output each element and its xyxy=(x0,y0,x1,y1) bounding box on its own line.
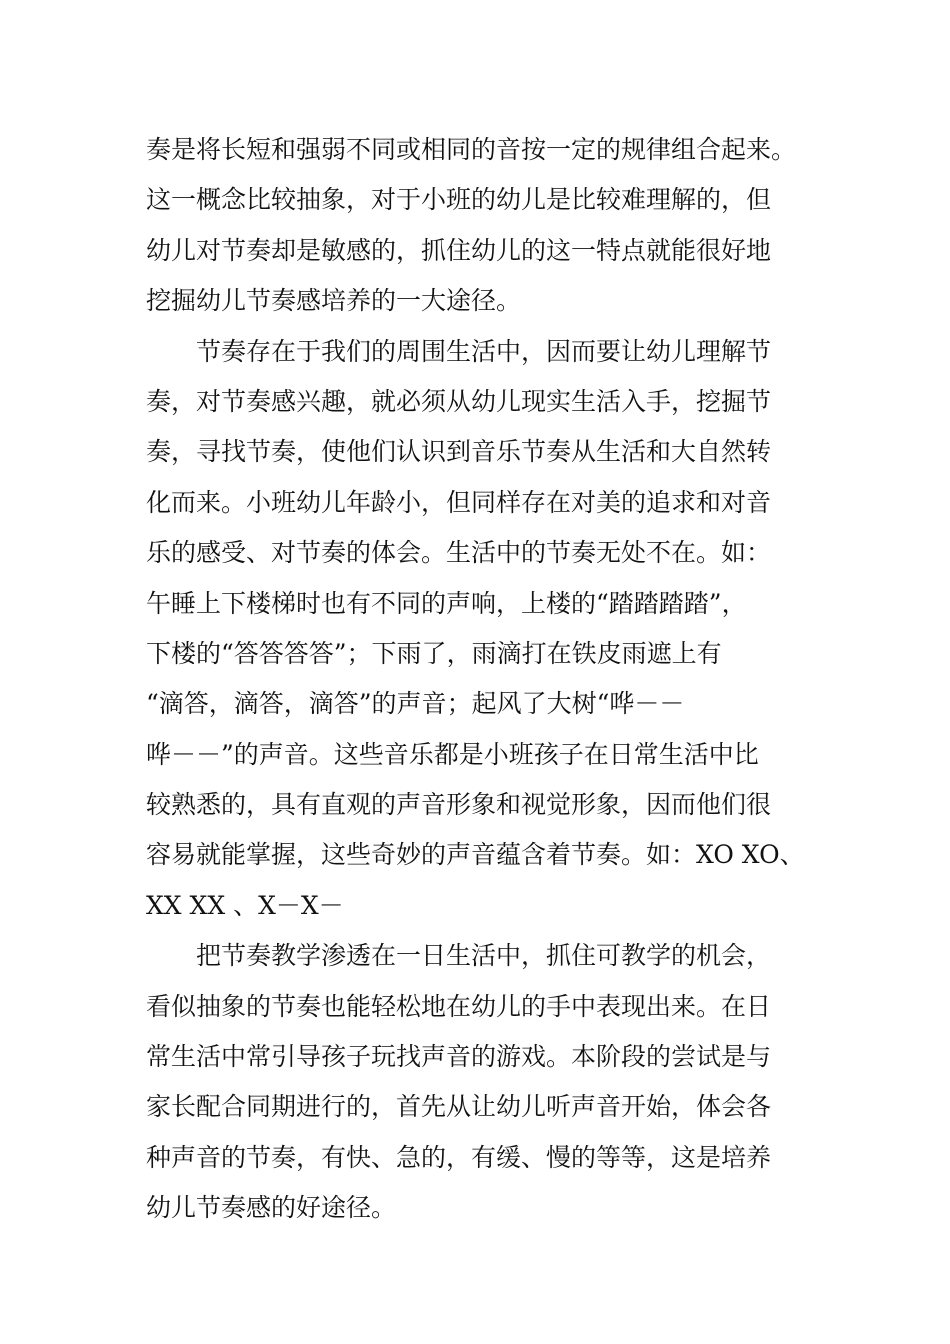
text-line: 午睡上下楼梯时也有不同的声响，上楼的“踏踏踏踏”， xyxy=(146,588,747,618)
text-line: “滴答，滴答，滴答”的声音；起风了大树“哗－－ xyxy=(146,689,685,719)
text-line: 幼儿节奏感的好途径。 xyxy=(146,1193,397,1223)
text-line: 幼儿对节奏却是敏感的，抓住幼儿的这一特点就能很好地 xyxy=(146,235,772,265)
text-line: 这一概念比较抽象，对于小班的幼儿是比较难理解的，但 xyxy=(146,185,772,215)
text-line: 哗－－”的声音。这些音乐都是小班孩子在日常生活中比 xyxy=(146,739,759,769)
text-line: 奏，寻找节奏，使他们认识到音乐节奏从生活和大自然转 xyxy=(146,437,772,467)
text-line: 容易就能掌握，这些奇妙的声音蕴含着节奏。如：XO XO、 xyxy=(146,840,805,870)
body-text xyxy=(146,125,826,1234)
text-line: 较熟悉的，具有直观的声音形象和视觉形象，因而他们很 xyxy=(146,790,772,820)
text-line: 家长配合同期进行的，首先从让幼儿听声音开始，体会各 xyxy=(146,1092,772,1122)
text-line: XX XX 、X－X－ xyxy=(146,890,344,920)
text-line: 乐的感受、对节奏的体会。生活中的节奏无处不在。如： xyxy=(146,538,772,568)
text-line: 常生活中常引导孩子玩找声音的游戏。本阶段的尝试是与 xyxy=(146,1042,772,1072)
text-line: 奏是将长短和强弱不同或相同的音按一定的规律组合起来。 xyxy=(146,135,797,164)
text-line: 下楼的“答答答答”；下雨了，雨滴打在铁皮雨遮上有 xyxy=(146,638,722,668)
text-line: 化而来。小班幼儿年龄小，但同样存在对美的追求和对音 xyxy=(146,487,772,517)
text-line: 把节奏教学渗透在一日生活中，抓住可教学的机会， xyxy=(196,941,772,971)
text-line: 节奏存在于我们的周围生活中，因而要让幼儿理解节 xyxy=(196,336,772,366)
text-line: 挖掘幼儿节奏感培养的一大途径。 xyxy=(146,286,522,316)
text-line: 奏，对节奏感兴趣，就必须从幼儿现实生活入手，挖掘节 xyxy=(146,386,772,416)
text-line: 看似抽象的节奏也能轻松地在幼儿的手中表现出来。在日 xyxy=(146,991,772,1021)
text-line: 种声音的节奏，有快、急的，有缓、慢的等等，这是培养 xyxy=(146,1142,772,1172)
